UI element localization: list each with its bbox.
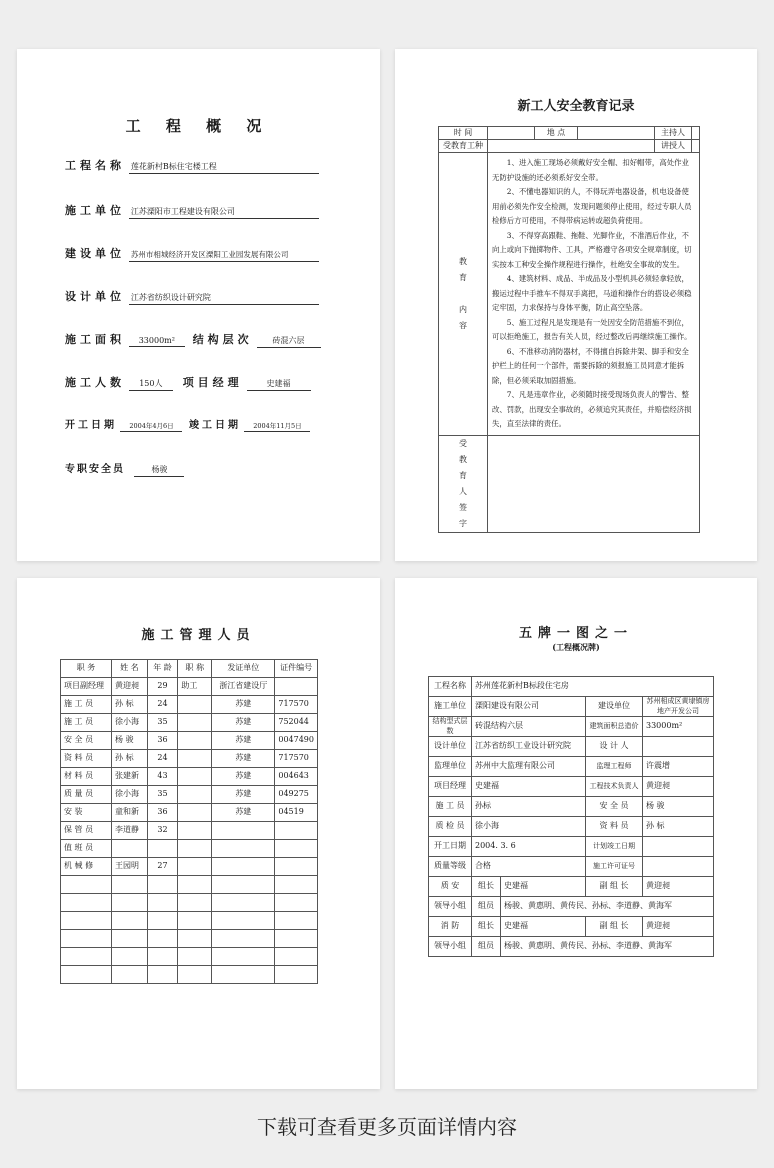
field-label: 设计单位 (65, 290, 125, 303)
table-cell: 24 (147, 696, 178, 714)
field-value: 江苏溧阳市工程建设有限公司 (129, 206, 319, 219)
table-row (61, 840, 318, 858)
table-cell: 36 (147, 804, 178, 822)
table-cell (147, 948, 178, 966)
table-cell (147, 876, 178, 894)
inspector-label: 质 检 员 (429, 817, 472, 837)
tech-lead-label: 工程技术负责人 (586, 777, 643, 797)
area-structure-row (65, 331, 321, 348)
manager-label: 项目经理 (429, 777, 472, 797)
rule-item: 3、不得穿高跟鞋、拖鞋、光脚作业，不准酒后作业，不向上或向下抛掷物件、工具，严格遵守各项安全规章制度，切实按本工种安全操作规程进行操作，杜绝安全事故的发生。 (492, 230, 692, 269)
developer-row (65, 245, 319, 262)
table-row (61, 714, 318, 732)
project-name-value: 苏州莲花新村B标段住宅房 (472, 677, 714, 697)
table-cell: 资 料 员 (61, 750, 112, 768)
dates-row (65, 416, 310, 432)
field-value: 砖混六层 (257, 335, 321, 348)
table-cell (178, 840, 212, 858)
table-cell (61, 930, 112, 948)
table-cell: 717570 (275, 750, 318, 768)
column-header: 职 称 (178, 660, 212, 678)
table-cell: 王园明 (112, 858, 148, 876)
fire-members: 杨骏、黄惠明、黄传民、孙标、李道静、黄海军 (501, 937, 714, 957)
qa-team-label: 领导小组 (429, 897, 472, 917)
safety-label: 安 全 员 (586, 797, 643, 817)
table-row (61, 948, 318, 966)
records-label: 资 料 员 (586, 817, 643, 837)
rule-item: 1、进入施工现场必须戴好安全帽、扣好帽带，高处作业无防护设施的还必须系好安全带。 (492, 158, 689, 182)
column-header: 姓 名 (112, 660, 148, 678)
developer-value: 苏州相成区黄埭镇房地产开发公司 (643, 697, 714, 717)
project-name-label: 工程名称 (429, 677, 472, 697)
table-cell: 27 (147, 858, 178, 876)
table-cell: 717570 (275, 696, 318, 714)
qa-member-label: 组员 (472, 897, 501, 917)
table-cell: 童和新 (112, 804, 148, 822)
rule-item: 6、不准移动消防器材，不得擅自拆除井架、脚手和安全护栏上的任何一个部件，需要拆除的须报施工员同意才能拆除，但必须采取加固措施。 (492, 346, 689, 385)
table-cell (112, 894, 148, 912)
download-hint[interactable]: 下载可查看更多页面详情内容 (257, 1115, 517, 1139)
table-cell (275, 678, 318, 696)
qa-group-label: 质 安 (429, 877, 472, 897)
page-subtitle: (工程概况牌) (552, 642, 600, 652)
field-label: 施工面积 (65, 333, 125, 346)
page-title: 施工管理人员 (141, 628, 256, 643)
page-title: 新工人安全教育记录 (517, 99, 635, 114)
permit-label: 施工许可证号 (586, 857, 643, 877)
table-cell (178, 966, 212, 984)
table-cell (147, 894, 178, 912)
table-row (61, 822, 318, 840)
table-cell (275, 966, 318, 984)
rule-item: 7、凡是违章作业，必须随时接受现场负责人的警告、整改、罚款，出现安全事故的，必须追究其责任，并赔偿经济损失，直至法律的责任。 (492, 390, 692, 428)
table-cell: 李道静 (112, 822, 148, 840)
table-cell (275, 876, 318, 894)
table-cell (178, 894, 212, 912)
place-label: 地 点 (535, 127, 578, 140)
quality-label: 质量等级 (429, 857, 472, 877)
fire-member-label: 组员 (472, 937, 501, 957)
structure-value: 砖混结构六层 (472, 717, 586, 737)
table-cell: 助工 (178, 678, 212, 696)
table-cell: 孙 标 (112, 696, 148, 714)
table-cell: 43 (147, 768, 178, 786)
place-cell (578, 127, 655, 140)
supervision-value: 苏州中大监理有限公司 (472, 757, 586, 777)
safety-officer-row (65, 460, 184, 477)
table-cell (275, 822, 318, 840)
table-cell (147, 930, 178, 948)
qa-vice-label: 副 组 长 (586, 877, 643, 897)
table-cell (147, 966, 178, 984)
designer-label: 设 计 人 (586, 737, 643, 757)
table-cell: 材 料 员 (61, 768, 112, 786)
start-value: 2004. 3. 6 (472, 837, 586, 857)
table-cell: 苏建 (212, 732, 275, 750)
qa-head-value: 史建福 (501, 877, 586, 897)
host-cell (692, 127, 700, 140)
table-row (61, 876, 318, 894)
table-cell (212, 930, 275, 948)
fire-head-value: 史建福 (501, 917, 586, 937)
table-cell: 张建新 (112, 768, 148, 786)
field-label: 工程名称 (65, 159, 125, 172)
table-cell: 机 械 修 (61, 858, 112, 876)
table-cell (147, 840, 178, 858)
table-cell (178, 912, 212, 930)
fire-vice-label: 副 组 长 (586, 917, 643, 937)
rules-content (488, 153, 700, 436)
column-header: 年 龄 (147, 660, 178, 678)
table-cell (112, 966, 148, 984)
table-row (61, 750, 318, 768)
supervision-label: 监理单位 (429, 757, 472, 777)
table-cell: 杨 骏 (112, 732, 148, 750)
field-label: 项目经理 (182, 376, 243, 389)
finish-value (643, 837, 714, 857)
table-cell: 徐小海 (112, 714, 148, 732)
fire-team-label: 领导小组 (429, 937, 472, 957)
field-label: 施工单位 (65, 204, 125, 217)
table-cell (178, 786, 212, 804)
table-cell: 安 全 员 (61, 732, 112, 750)
field-value: 莲花新村B标住宅楼工程 (129, 161, 319, 174)
table-cell: 值 班 员 (61, 840, 112, 858)
manager-value: 史建福 (472, 777, 586, 797)
inspector-value: 徐小海 (472, 817, 586, 837)
table-row (61, 894, 318, 912)
field-value: 2004年4月6日 (120, 421, 182, 432)
rule-item: 5、施工过程凡是发现是有一处因安全防范措施不到位，可以拒绝施工，报告有关人员，经过整改后再继续施工操作。 (492, 317, 692, 341)
signature-area (488, 435, 700, 532)
table-cell: 保 管 员 (61, 822, 112, 840)
construction-unit-value: 溧阳建设有限公司 (472, 697, 586, 717)
table-row (61, 966, 318, 984)
trade-cell (488, 140, 655, 153)
field-label: 结构层次 (192, 333, 253, 346)
table-cell (178, 876, 212, 894)
structure-label: 结构型式层数 (429, 717, 472, 737)
table-row (61, 696, 318, 714)
safety-value: 杨 骏 (643, 797, 714, 817)
finish-label: 计划竣工日期 (586, 837, 643, 857)
time-label: 时 间 (439, 127, 488, 140)
table-cell (212, 876, 275, 894)
table-cell (61, 912, 112, 930)
table-cell (178, 858, 212, 876)
table-cell (275, 912, 318, 930)
table-cell (178, 750, 212, 768)
table-cell (212, 948, 275, 966)
table-cell: 24 (147, 750, 178, 768)
table-row (61, 732, 318, 750)
table-cell: 004643 (275, 768, 318, 786)
field-label: 竣工日期 (188, 420, 241, 431)
column-header: 证件编号 (275, 660, 318, 678)
construction-unit-row (65, 202, 319, 219)
design-value: 江苏省纺织工业设计研究院 (472, 737, 586, 757)
table-cell: 04519 (275, 804, 318, 822)
rule-item: 4、建筑材料、成品、半成品及小型机具必须轻拿轻放，搬运过程中手推车不得双手离把，马道和操作台的搭设必须稳定牢固，力求保持与身体平衡，防止高空坠落。 (492, 274, 692, 312)
signature-label: 受 教 育 人 签 字 (439, 435, 488, 532)
field-label: 开工日期 (65, 420, 117, 431)
table-cell (212, 858, 275, 876)
field-value: 33000m² (129, 336, 185, 347)
table-cell: 徐小海 (112, 786, 148, 804)
table-cell: 苏建 (212, 804, 275, 822)
page-title: 工 程 概 况 (125, 117, 272, 135)
table-cell (147, 912, 178, 930)
host-label: 主持人 (655, 127, 692, 140)
table-cell (61, 876, 112, 894)
table-cell (178, 930, 212, 948)
table-cell (212, 894, 275, 912)
page-project-overview (17, 49, 380, 561)
table-cell: 049275 (275, 786, 318, 804)
table-row (61, 930, 318, 948)
project-sign-table (428, 676, 714, 957)
designer-value (643, 737, 714, 757)
area-label: 建筑面积总造价 (586, 717, 643, 737)
table-cell (275, 858, 318, 876)
supervisor-value: 许震增 (643, 757, 714, 777)
table-row (61, 678, 318, 696)
table-cell: 苏建 (212, 750, 275, 768)
field-value: 苏州市相城经济开发区溧阳工业园发展有限公司 (129, 249, 319, 262)
table-cell (178, 696, 212, 714)
table-cell (178, 768, 212, 786)
records-value: 孙 标 (643, 817, 714, 837)
table-cell: 35 (147, 714, 178, 732)
table-cell: 苏建 (212, 696, 275, 714)
staff-table-body (61, 678, 318, 984)
table-cell: 29 (147, 678, 178, 696)
table-cell: 0047490 (275, 732, 318, 750)
table-cell: 苏建 (212, 714, 275, 732)
fire-group-label: 消 防 (429, 917, 472, 937)
table-row (61, 768, 318, 786)
quality-value: 合格 (472, 857, 586, 877)
table-row (61, 786, 318, 804)
field-value: 2004年11月5日 (244, 421, 310, 432)
table-cell: 安 装 (61, 804, 112, 822)
table-cell (112, 912, 148, 930)
table-cell (275, 930, 318, 948)
permit-value (643, 857, 714, 877)
construction-unit-label: 施工单位 (429, 697, 472, 717)
page-management-staff (17, 578, 380, 1089)
table-cell (212, 822, 275, 840)
lecturer-cell (692, 140, 700, 153)
table-cell (178, 822, 212, 840)
table-cell: 项目副经理 (61, 678, 112, 696)
table-cell (112, 948, 148, 966)
start-label: 开工日期 (429, 837, 472, 857)
developer-label: 建设单位 (586, 697, 643, 717)
qa-members: 杨骏、黄惠明、黄传民、孙标、李道静、黄海军 (501, 897, 714, 917)
field-label: 施工人数 (65, 376, 125, 389)
workers-manager-row (65, 374, 311, 391)
table-cell (112, 930, 148, 948)
table-cell (61, 894, 112, 912)
table-cell: 32 (147, 822, 178, 840)
qa-head-label: 组长 (472, 877, 501, 897)
field-value: 杨骏 (134, 464, 184, 477)
content-label: 教 育 内 容 (439, 153, 488, 436)
field-value: 史建福 (247, 378, 311, 391)
lecturer-label: 讲授人 (655, 140, 692, 153)
table-cell (212, 840, 275, 858)
supervisor-label: 监理工程师 (586, 757, 643, 777)
column-header: 职 务 (61, 660, 112, 678)
table-cell (275, 948, 318, 966)
field-value: 150人 (129, 378, 173, 391)
table-cell (275, 840, 318, 858)
table-cell: 孙 标 (112, 750, 148, 768)
table-row (61, 912, 318, 930)
project-name-row (65, 157, 319, 174)
table-cell (212, 912, 275, 930)
fire-head-label: 组长 (472, 917, 501, 937)
table-cell: 35 (147, 786, 178, 804)
field-label: 专职安全员 (65, 464, 125, 475)
design-unit-row (65, 288, 319, 305)
rule-item: 2、不懂电器知识的人，不得玩弄电器设备，机电设备使用前必须先作安全检测，发现问题须停止使用，经过专职人员检修后方可使用，不得带病运转或超负荷使用。 (492, 187, 692, 225)
page-safety-education (395, 49, 757, 561)
time-cell (488, 127, 535, 140)
safety-education-table (438, 126, 700, 533)
table-row (61, 858, 318, 876)
table-cell (178, 732, 212, 750)
builder-label: 施 工 员 (429, 797, 472, 817)
table-cell (178, 948, 212, 966)
design-label: 设计单位 (429, 737, 472, 757)
table-cell: 黄迎昶 (112, 678, 148, 696)
table-cell: 施 工 员 (61, 696, 112, 714)
table-row (61, 804, 318, 822)
qa-vice-value: 黄迎昶 (643, 877, 714, 897)
page-title: 五牌一图之一 (518, 626, 633, 641)
table-cell (178, 804, 212, 822)
table-cell (178, 714, 212, 732)
table-cell: 苏建 (212, 768, 275, 786)
table-cell (112, 876, 148, 894)
table-header-row (61, 660, 318, 678)
table-cell: 质 量 员 (61, 786, 112, 804)
page-project-sign (395, 578, 757, 1089)
fire-vice-value: 黄迎昶 (643, 917, 714, 937)
column-header: 发证单位 (212, 660, 275, 678)
staff-table (60, 659, 318, 984)
table-cell: 752044 (275, 714, 318, 732)
table-cell (275, 894, 318, 912)
field-label: 建设单位 (65, 247, 125, 260)
table-cell (212, 966, 275, 984)
trade-label: 受教育工种 (439, 140, 488, 153)
table-cell (61, 966, 112, 984)
table-cell: 浙江省建设厅 (212, 678, 275, 696)
builder-value: 孙标 (472, 797, 586, 817)
table-cell: 苏建 (212, 786, 275, 804)
table-cell: 施 工 员 (61, 714, 112, 732)
table-cell (112, 840, 148, 858)
area-value: 33000m² (643, 717, 714, 737)
table-cell (61, 948, 112, 966)
field-value: 江苏省纺织设计研究院 (129, 292, 319, 305)
tech-lead-value: 黄迎昶 (643, 777, 714, 797)
table-cell: 36 (147, 732, 178, 750)
